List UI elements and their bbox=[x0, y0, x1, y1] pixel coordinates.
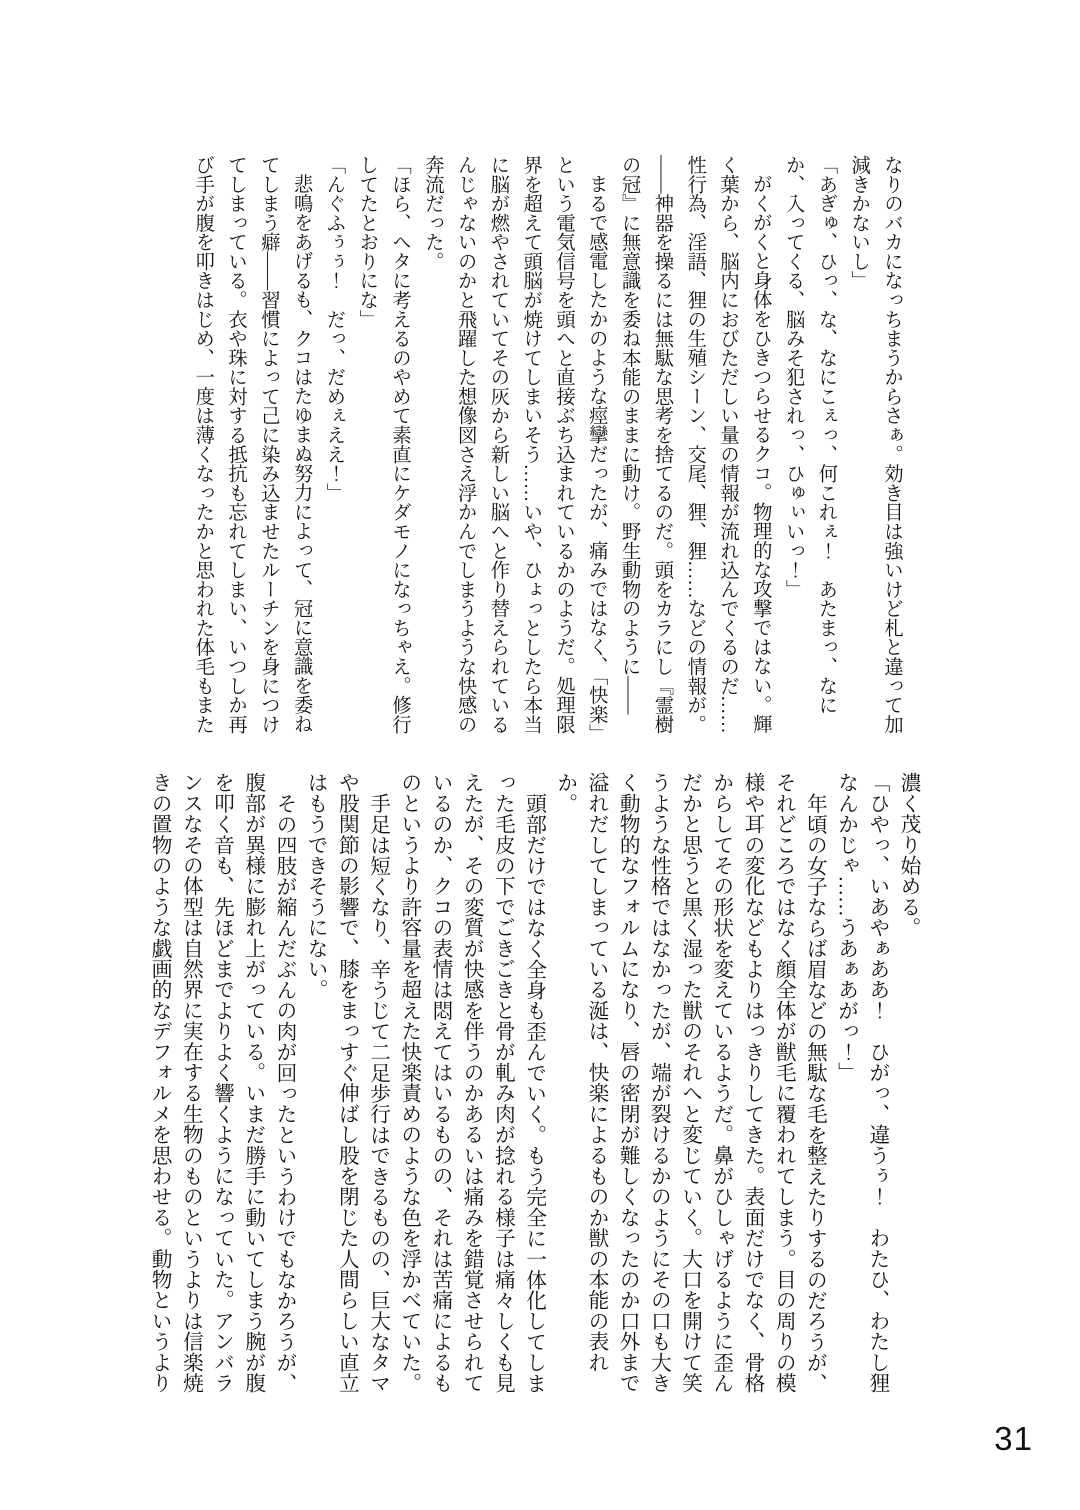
page-number: 31 bbox=[994, 1420, 1033, 1457]
text-band-top bbox=[185, 155, 907, 735]
paragraph-narration: その四肢が縮んだぶんの肉が回ったというわけでもなかろうが、腹部が異様に膨れ上がっている。いまだ勝手に動いてしまう腕が腹を叩く音も、先ほどまでよりよく響くようになっていた。アンバランスなその体型は自然界に実在する生物のものというよりは信楽焼きの置物のような戯画的なデフォルメを思わせる。動物というより bbox=[148, 772, 295, 1393]
paragraph-dialogue-continued: なりのバカになっちまうからさぁ。効き目は強いけど札と違って加減きかないし」 bbox=[848, 155, 902, 734]
text-band-bottom bbox=[143, 772, 923, 1395]
paragraph-narration: まるで感電したかのような痙攣だったが、痛みではなく、「快楽」という電気信号を頭へと直接ぶち込まれているかのようだ。処理限界を超えて頭脳が焼けてしまいそう……いや、ひょっとしたら本当に脳が燃やされていてその灰から新しい脳へと作り替えられているんじゃないのかと飛躍した想像図さえ浮かんでしまうような快感の奔流だった。 bbox=[421, 155, 607, 734]
paragraph-telepathy: ――神器を操るには無駄な思考を捨てるのだ。頭をカラにし『霊樹の冠』に無意識を委ね本能のままに動け。野生動物のように―― bbox=[618, 155, 673, 734]
paragraph-dialogue: 「んぐふぅぅ！ だっ、だめぇええ！」 bbox=[323, 155, 345, 503]
paragraph-narration: 頭部だけではなく全身も歪んでいく。もう完全に一体化してしまった毛皮の下でごきごきと骨が軋み肉が捻れる様子は痛々しくも見えたが、その変質が快感を伴うのかあるいは痛みを錯覚させられているのか、クコの表情は悶えてはいるものの、それは苦痛によるものというより許容量を超えた快楽責めのような色を浮かべていた。 bbox=[397, 772, 545, 1394]
paragraph-dialogue: 「ほら、ヘタに考えるのやめて素直にケダモノになっちゃえ。修行してたとおりにな」 bbox=[356, 155, 411, 734]
paragraph-narration-continued: 濃く茂り始める。 bbox=[897, 772, 919, 938]
paragraph-narration: 年頃の女子ならば眉などの無駄な毛を整えたりするのだろうが、それどころではなく顔全体が獣毛に覆われてしまう。目の周りの模様や耳の変化などもよりはっきりしてきた。表面だけでなく、骨格からしてその形状を変えているようだ。鼻がひしゃげるように歪んだかと思うと黒く湿った獣のそれへと変じていく。大口を開けて笑うような性格ではなかったが、端が裂けるかのようにその口も大きく動物的なフォルムになり、唇の密閉が難しくなったのか口外まで溢れだしてしまっている涎は、快楽によるものか獣の本能の表れか。 bbox=[553, 772, 826, 1394]
paragraph-narration: 手足は短くなり、辛うじて二足歩行はできるものの、巨大なタマや股関節の影響で、膝をまっすぐ伸ばし股を閉じた人間らしい直立はもうできそうにない。 bbox=[304, 772, 389, 1393]
paragraph-dialogue: 「ひやっ、いあやぁああ！ ひがっ、違うぅ！ わたひ、わたし狸なんかじゃ……うあぁあがっ！」 bbox=[834, 772, 888, 1393]
paragraph-dialogue: 「あぎゅ、ひっ、な、なにこぇっ、何これぇ！ あたまっ、なにか、入ってくる、脳みそ犯されっ、ひゅぃいっ！」 bbox=[782, 155, 837, 715]
paragraph-narration: がくがくと身体をひきつらせるクコ。物理的な攻撃ではない。輝く葉から、脳内におびただしい量の情報が流れ込んでくるのだ……性行為、淫語、狸の生殖シーン、交尾、狸、狸……などの情報が。 bbox=[684, 155, 771, 734]
paragraph-narration: 悲鳴をあげるも、クコはたゆまぬ努力によって、冠に意識を委ねてしまう癖――習慣によって己に染み込ませたルーチンを身につけてしまっている。衣や珠に対する抵抗も忘れてしまい、いつしか再び手が腹を叩きはじめ、一度は薄くなったかと思われた体毛もまた bbox=[192, 155, 312, 734]
